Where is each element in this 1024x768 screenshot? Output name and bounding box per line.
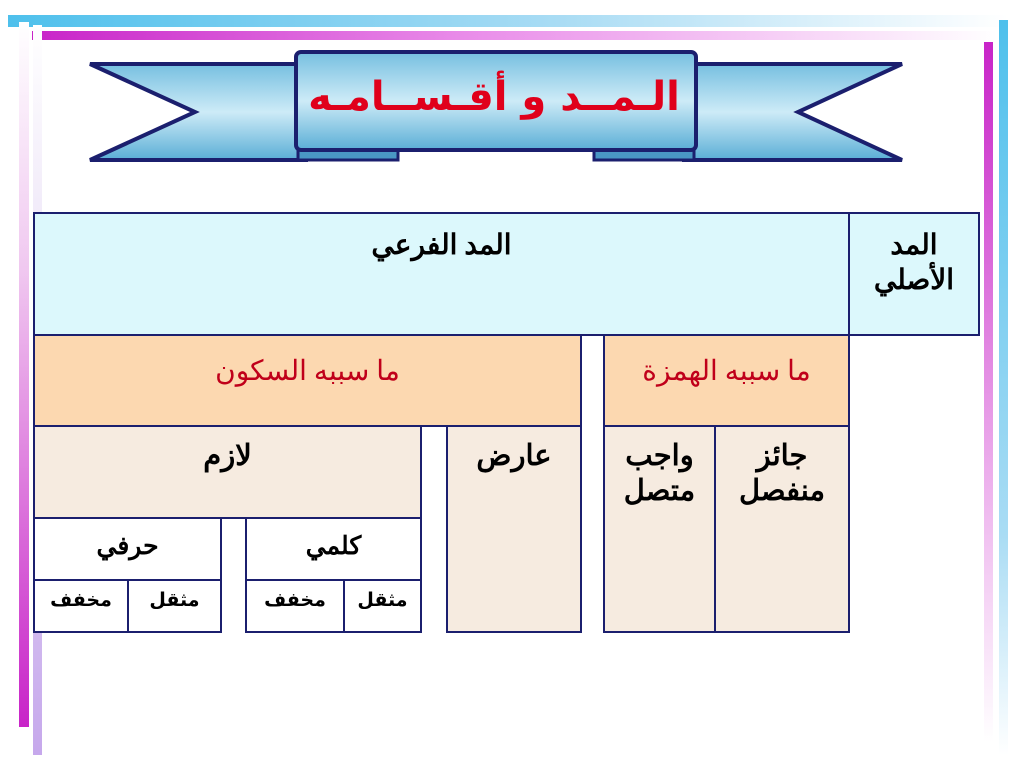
- cause-sukoon: ما سببه السكون: [33, 334, 582, 427]
- right-accent-bar-pink: [984, 42, 993, 742]
- header-original-madd: المد الأصلي: [848, 212, 980, 336]
- slide-title: الـمــد و أقـســامـه: [308, 74, 680, 120]
- right-accent-bar: [999, 20, 1008, 755]
- left-accent-bar-pink: [19, 22, 29, 727]
- kalimi-mukhaffaf: مخفف: [245, 579, 345, 633]
- header-secondary-madd: المد الفرعي: [33, 212, 850, 336]
- cause-hamza: ما سببه الهمزة: [603, 334, 850, 427]
- top-accent-bar: [8, 15, 1008, 27]
- kalimi-muthaqqal: مثقل: [343, 579, 422, 633]
- type-arid: عارض: [446, 425, 582, 633]
- lazim-harfi: حرفي: [33, 517, 222, 581]
- harfi-mukhaffaf: مخفف: [33, 579, 129, 633]
- type-wajib-muttasil: واجب متصل: [603, 425, 716, 633]
- type-lazim: لازم: [33, 425, 422, 519]
- lazim-kalimi: كلمي: [245, 517, 422, 581]
- harfi-muthaqqal: مثقل: [127, 579, 222, 633]
- top-accent-bar-pink: [32, 31, 997, 40]
- type-jaiz-munfasil: جائز منفصل: [714, 425, 850, 633]
